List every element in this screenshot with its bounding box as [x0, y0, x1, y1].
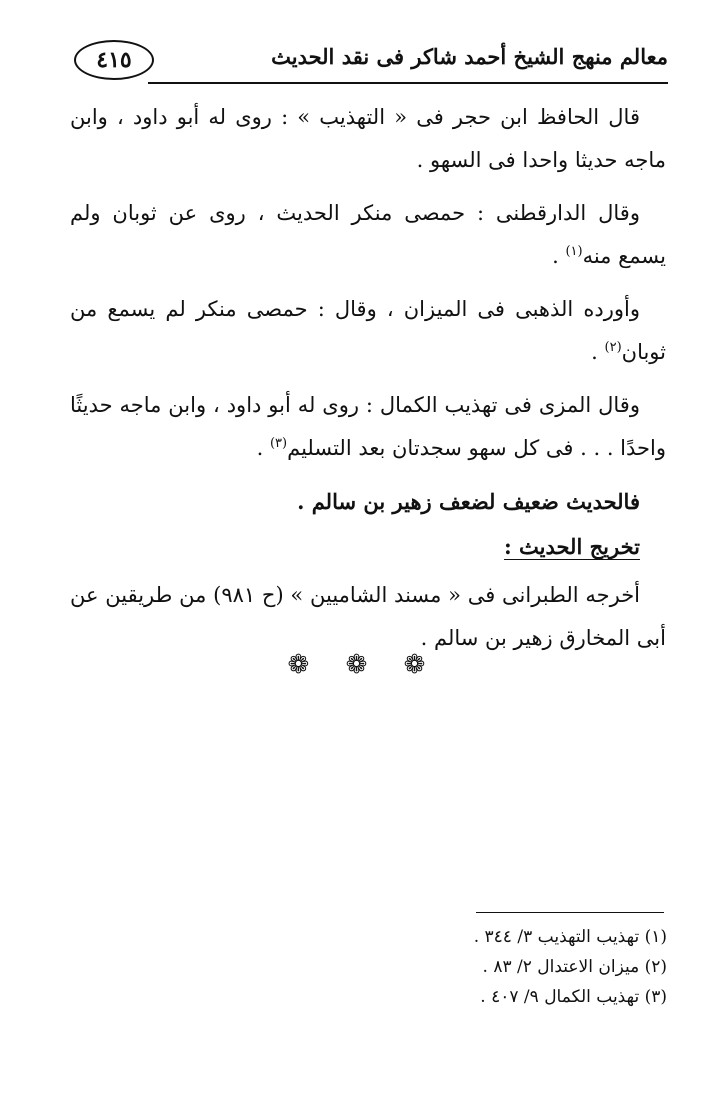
footnote-rule	[476, 912, 664, 913]
footnote-1: (١) تهذيب التهذيب ٣/ ٣٤٤ .	[473, 927, 667, 947]
footnote-ref-1[interactable]: (١)	[565, 244, 583, 259]
takhrij-heading	[70, 525, 666, 568]
paragraph-takhrij: أخرجه الطبرانى فى « مسند الشاميين » (ح ٩٨١) من طريقين عن أبى المخارق زهير بن سالم .	[70, 583, 666, 650]
paragraph-mizzi	[70, 384, 666, 470]
paragraph-end: .	[552, 244, 566, 268]
footnote-3: (٣) تهذيب الكمال ٩/ ٤٠٧ .	[480, 987, 667, 1007]
page-header	[70, 38, 668, 86]
footnote-ref-3[interactable]: (٣)	[269, 436, 288, 451]
paragraph-ibn-hajar: قال الحافظ ابن حجر فى « التهذيب » : روى له أبو داود ، وابن ماجه حديثا واحدا فى السهو .	[70, 105, 666, 172]
conclusion: فالحديث ضعيف لضعف زهير بن سالم .	[297, 489, 640, 514]
paragraph-dhahabi	[70, 288, 666, 374]
running-title: معالم منهج الشيخ أحمد شاكر فى نقد الحديث	[271, 44, 668, 69]
footnote-2: (٢) ميزان الاعتدال ٢/ ٨٣ .	[482, 957, 667, 977]
paragraph-text: وقال المزى فى تهذيب الكمال : روى له أبو داود ، وابن ماجه حديثًا واحدًا . . . فى كل سهو سجدتان بعد التسليم	[70, 393, 666, 460]
ornament-divider: ❁ ❁ ❁	[287, 650, 440, 680]
header-rule	[148, 82, 668, 84]
footnotes	[474, 922, 667, 1012]
paragraph-end: .	[591, 340, 605, 364]
page-number: ٤١٥	[74, 40, 154, 80]
footnote-ref-2[interactable]: (٢)	[604, 340, 622, 355]
paragraph-text: وقال الدارقطنى : حمصى منكر الحديث ، روى عن ثوبان ولم يسمع منه	[70, 201, 666, 268]
heading-text: تخريج الحديث :	[503, 534, 640, 559]
paragraph-end: .	[256, 436, 270, 460]
paragraph-text: وأورده الذهبى فى الميزان ، وقال : حمصى منكر لم يسمع من ثوبان	[70, 297, 666, 364]
body-text	[70, 96, 666, 670]
paragraph-daraqutni	[70, 192, 666, 278]
